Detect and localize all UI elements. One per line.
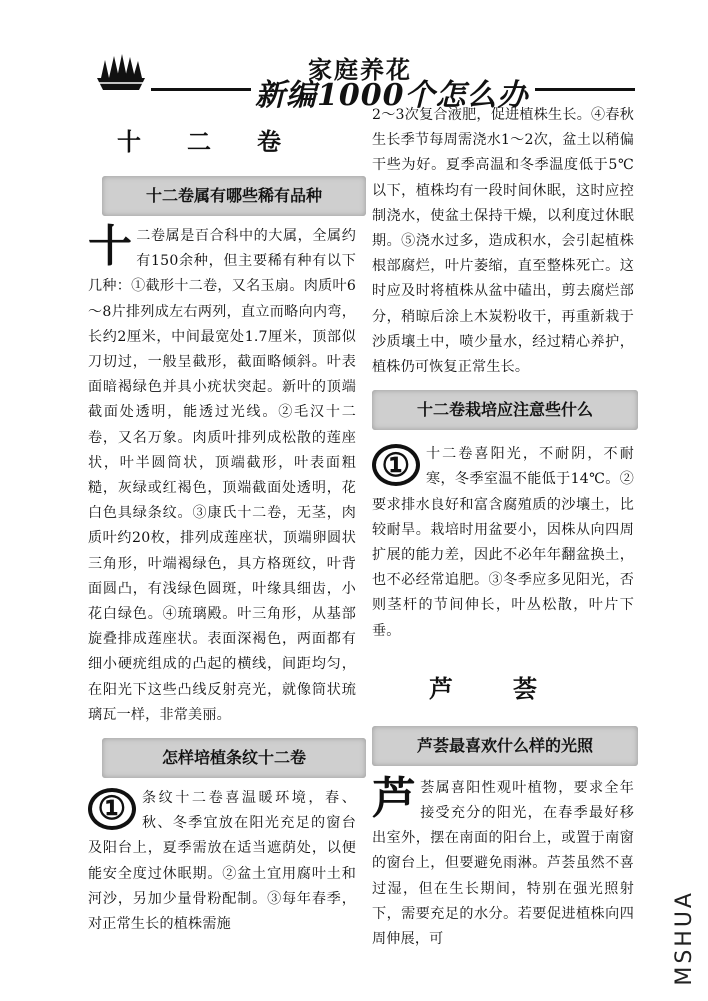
section-title-shierjuan: 十二卷 bbox=[117, 127, 327, 156]
subheading-rare-varieties: 十二卷属有哪些稀有品种 bbox=[102, 176, 366, 216]
article-cultivation-notes bbox=[372, 442, 634, 644]
right-column bbox=[372, 103, 634, 952]
drop-cap: 芦 bbox=[372, 772, 417, 824]
article-rare-varieties-text: 二卷属是百合科中的大属，全属约有150余种，但主要稀有种有以下几种：①截形十二卷，又名玉扇。肉质叶6～8片排列成左右两列，直立而略向内弯，长约2厘米，中间最宽处1.7厘米，顶部似刀切过，一般呈截形，截面略倾斜。叶表面暗褐绿色并具小疣状突起。新叶的顶端截面处透明，能透过光线。②毛汉十二卷，又名万象。肉质叶排列成松散的莲座状，叶半圆筒状，顶端截形，叶表面粗糙，灰绿或红褐色，顶端截面处透明，花白色具绿条纹。③康氏十二卷，无茎，肉质叶约20枚，排列成莲座状，顶端卵圆状三角形，叶端褐绿色，具方格斑纹，叶背面圆凸，有浅绿色圆斑，叶缘具细齿，小花白绿色。④琉璃殿。叶三角形，从基部旋叠排成莲座状。表面深褐色，两面都有细小硬疣组成的凸起的横线，间距均匀，在阳光下这些凸线反射亮光，就像筒状琉璃瓦一样，非常美丽。 bbox=[88, 228, 356, 723]
section-title-aloe: 芦荟 bbox=[429, 673, 597, 703]
subheading-cultivation-notes: 十二卷栽培应注意些什么 bbox=[372, 390, 638, 430]
subheading-aloe-light: 芦荟最喜欢什么样的光照 bbox=[372, 726, 638, 766]
series-title: 家庭养花 bbox=[308, 55, 412, 84]
article-cultivate-striped bbox=[88, 786, 356, 937]
book-title: 新编1000个怎么办 bbox=[255, 78, 529, 113]
article-aloe-light bbox=[372, 772, 634, 952]
subheading-cultivate-striped: 怎样培植条纹十二卷 bbox=[102, 738, 366, 778]
article-cultivation-notes-text: 十二卷喜阳光，不耐阴，不耐寒，冬季室温不能低于14℃。②要求排水良好和富含腐殖质的沙壤土，比较耐旱。栽培时用盆要小，因株从向四周扩展的能力差，因此不必年年翻盆换土，也不必经常追肥。③冬季应多见阳光，否则茎杆的节间伸长，叶丛松散，叶片下垂。 bbox=[372, 446, 634, 639]
page-header bbox=[95, 48, 635, 113]
header-rule-right bbox=[535, 88, 635, 91]
drop-cap: 十 bbox=[88, 221, 133, 272]
watermark: MSHUA bbox=[672, 890, 697, 986]
article-continued: 2～3次复合液肥，促进植株生长。④春秋生长季节每周需浇水1～2次，盆土以稍偏干些为好。夏季高温和冬季温度低于5℃以下，植株均有一段时间休眠，这时应控制浇水，使盆土保持干燥，以利度过休眠期。⑤浇水过多，造成积水，会引起植株根部腐烂，叶片萎缩，直至整株死亡。这时应及时将植株从盆中磕出，剪去腐烂部分，稍晾后涂上木炭粉收干，再重新栽于沙质壤土中，喷少量水，经过精心养护，植株仍可恢复正常生长。 bbox=[372, 107, 634, 376]
circled-number-one-icon: ① bbox=[372, 444, 420, 486]
circled-number-one-icon: ① bbox=[88, 788, 136, 830]
left-column bbox=[88, 112, 356, 937]
flower-basket-icon bbox=[95, 52, 147, 92]
article-rare-varieties bbox=[88, 221, 356, 728]
article-cultivate-striped-text: 条纹十二卷喜温暖环境，春、秋、冬季宜放在阳光充足的窗台及阳台上，夏季需放在适当遮荫处，以便能安全度过休眠期。②盆土宜用腐叶土和河沙，另加少量骨粉配制。③每年春季，对正常生长的植株需施 bbox=[88, 790, 356, 933]
article-aloe-light-text: 荟属喜阳性观叶植物，要求全年接受充分的阳光，在春季最好移出室外，摆在南面的阳台上，或置于南窗的窗台上，但要避免雨淋。芦荟虽然不喜过湿，但在生长期间，特别在强光照射下，需要充足的水分。若要促进植株向四周伸展，可 bbox=[372, 779, 634, 948]
header-rule-left bbox=[151, 88, 251, 91]
